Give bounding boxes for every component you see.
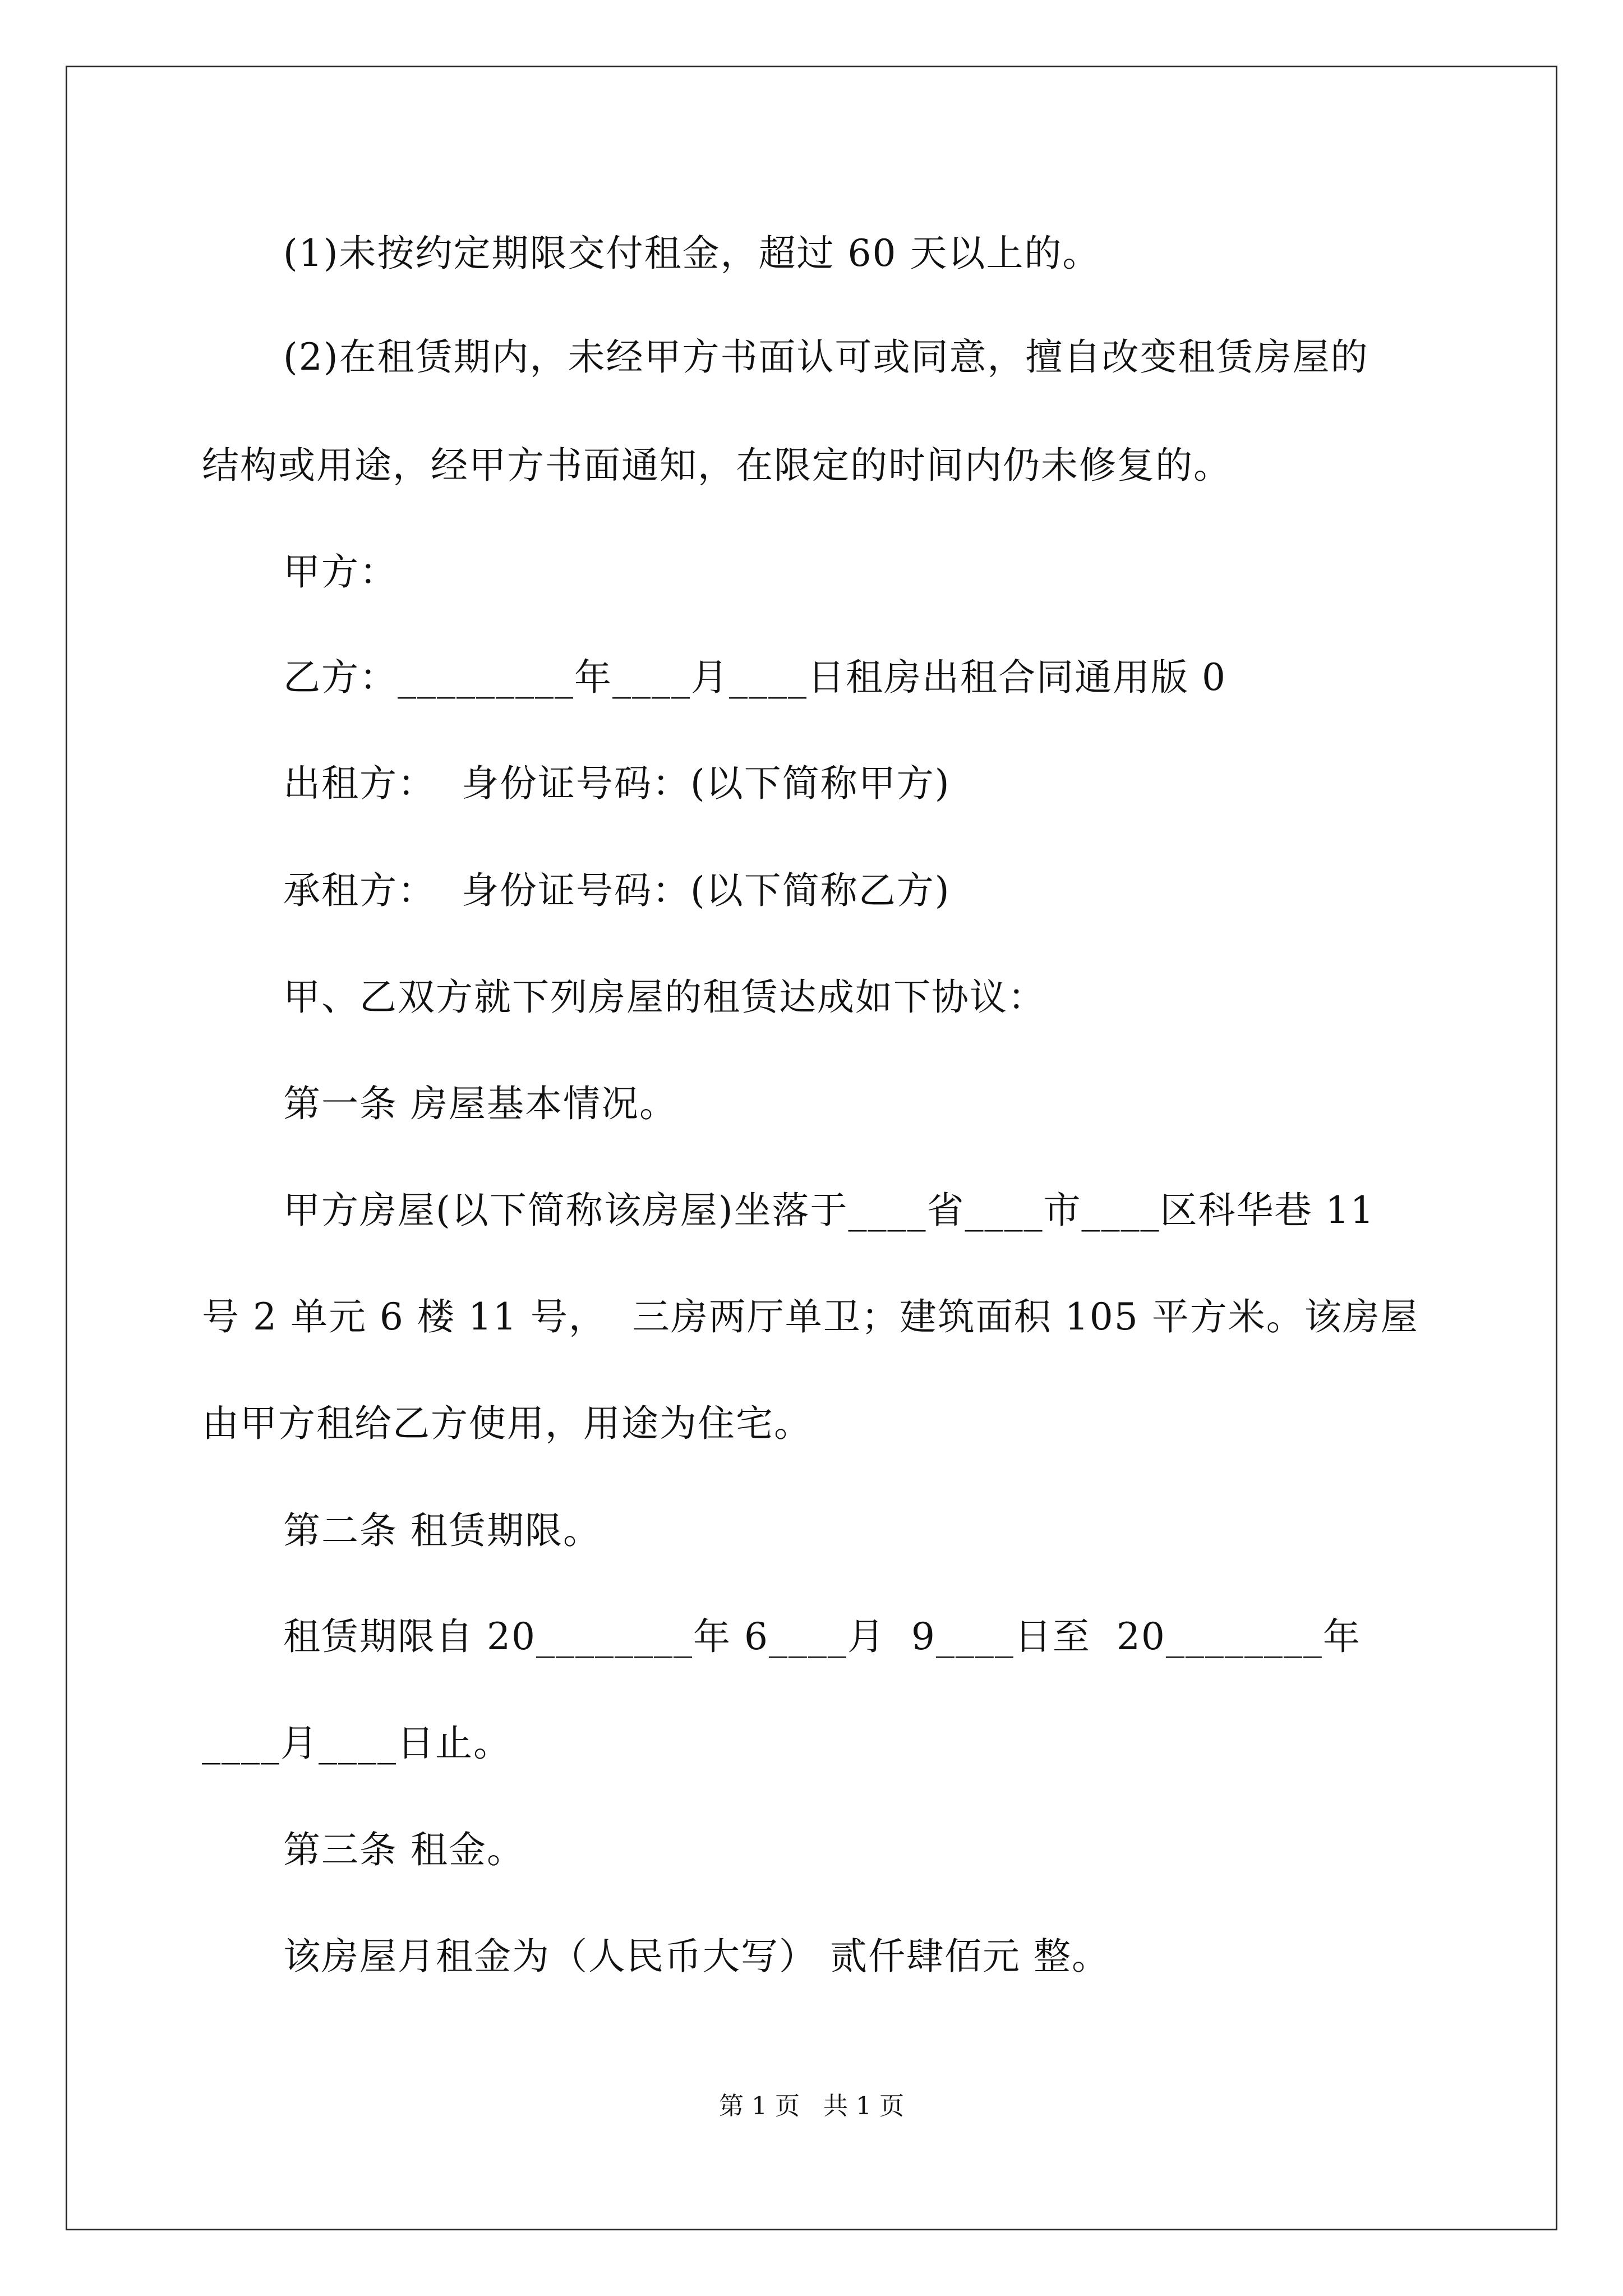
text-line: 租赁期限自 20________年 6____月 9____日至 20________年 [283, 1615, 1361, 1658]
text-line: 甲方房屋(以下简称该房屋)坐落于____省____市____区科华巷 11 [283, 1189, 1375, 1232]
page-border [66, 66, 1557, 2230]
text-line: 乙方：_________年____月____日租房出租合同通用版 0 [283, 656, 1227, 699]
text-line: 结构或用途，经甲方书面通知，在限定的时间内仍未修复的。 [202, 444, 1232, 487]
text-line: 该房屋月租金为（人民币大写） 贰仟肆佰元 整。 [283, 1935, 1110, 1978]
section-heading: 第二条 租赁期限。 [283, 1509, 601, 1552]
section-heading: 第三条 租金。 [283, 1828, 525, 1871]
section-heading: 第一条 房屋基本情况。 [283, 1082, 677, 1125]
text-line: 出租方： 身份证号码：(以下简称甲方) [283, 762, 951, 805]
text-line: ____月____日止。 [202, 1722, 511, 1765]
text-line: 由甲方租给乙方使用，用途为住宅。 [202, 1402, 812, 1445]
text-line: 号 2 单元 6 楼 11 号， 三房两厅单卫；建筑面积 105 平方米。该房屋 [202, 1295, 1419, 1338]
text-line: 甲方： [283, 550, 398, 593]
text-line: (2)在租赁期内，未经甲方书面认可或同意，擅自改变租赁房屋的 [283, 335, 1369, 379]
text-line: 承租方： 身份证号码：(以下简称乙方) [283, 869, 951, 912]
text-line: 甲、乙双方就下列房屋的租赁达成如下协议： [283, 976, 1046, 1019]
page-footer: 第 1 页 共 1 页 [719, 2092, 904, 2120]
text-line: (1)未按约定期限交付租金，超过 60 天以上的。 [283, 232, 1101, 275]
